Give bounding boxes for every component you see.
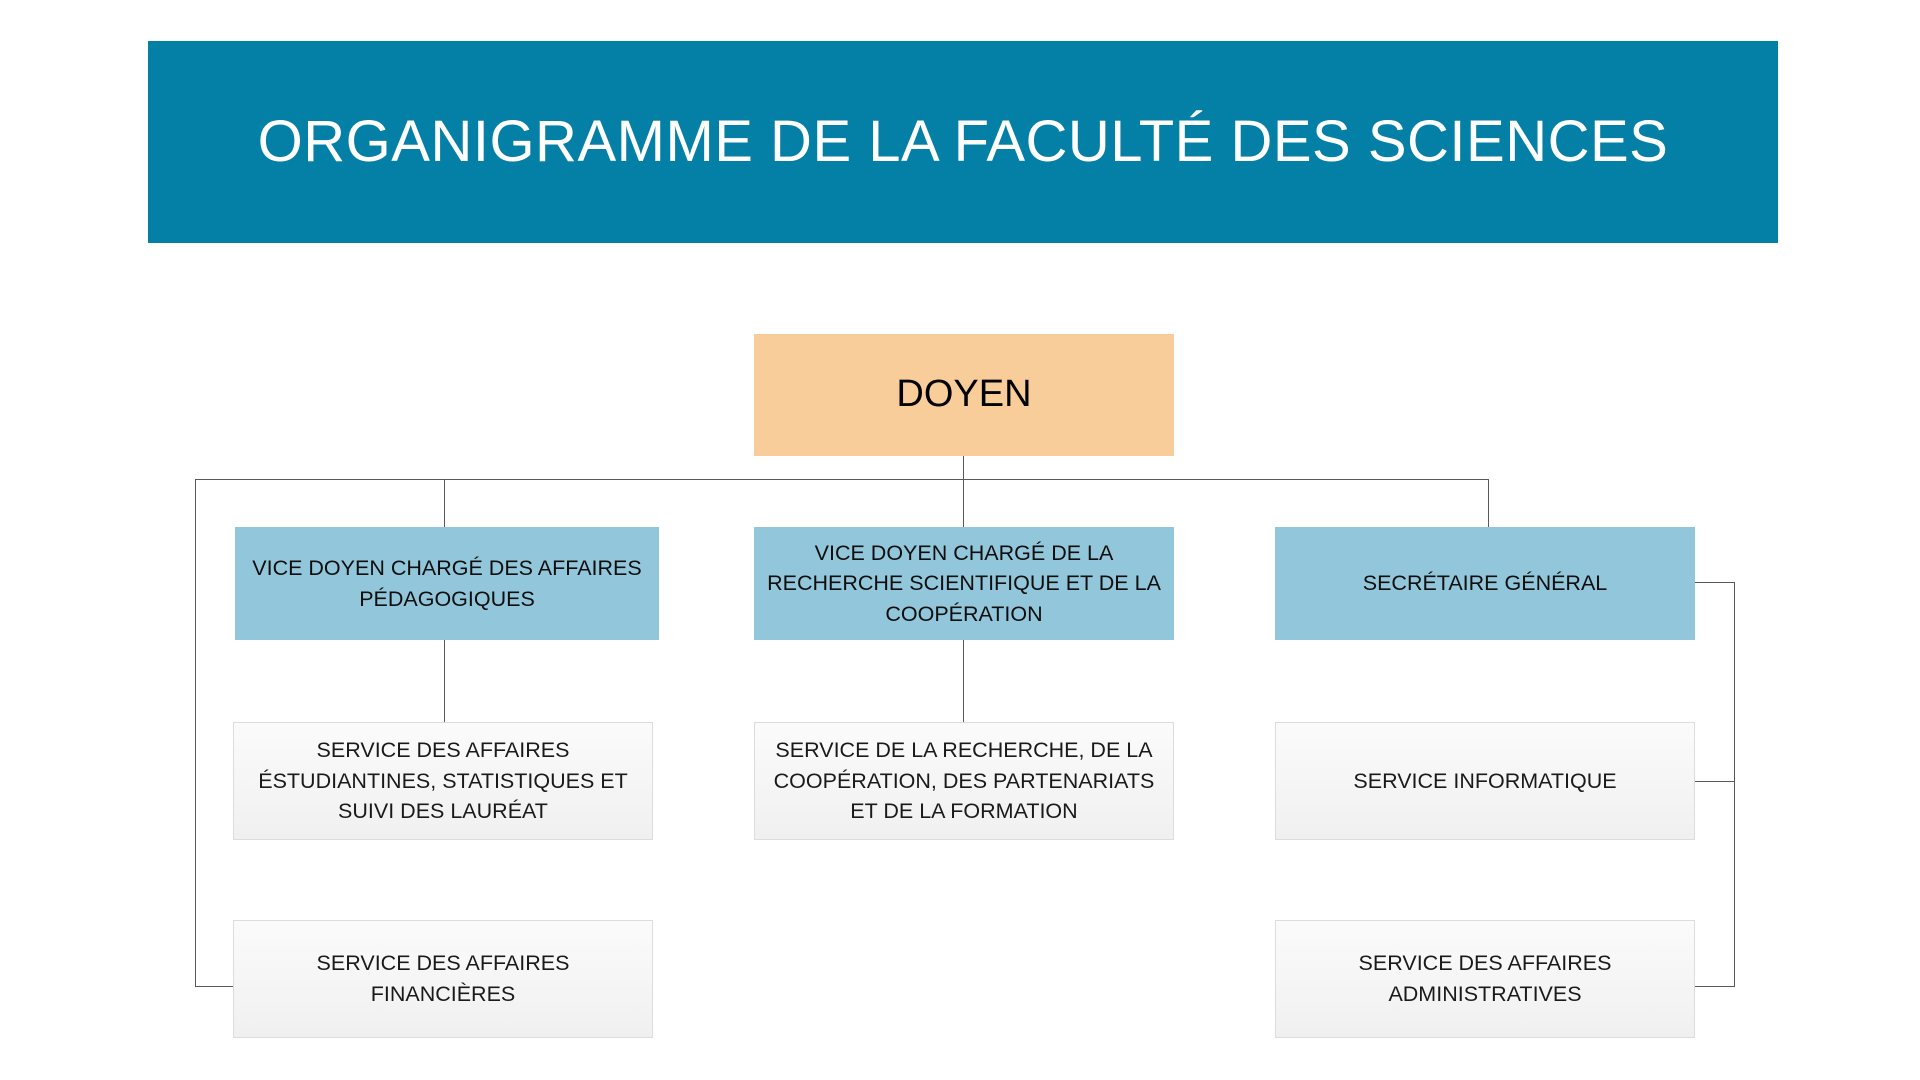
connector-vice-recherche-to-service	[963, 640, 964, 722]
node-service-informatique-label: SERVICE INFORMATIQUE	[1353, 768, 1617, 793]
connector-right-to-administratives	[1695, 986, 1735, 987]
connector-right-spine	[1734, 582, 1735, 987]
node-service-informatique[interactable]	[1275, 722, 1695, 840]
node-service-administratives[interactable]	[1275, 920, 1695, 1038]
node-vice-doyen-pedagogiques[interactable]	[235, 527, 659, 640]
connector-left-to-financieres	[195, 986, 233, 987]
connector-vice-pedagogiques-to-service	[444, 640, 445, 722]
node-service-recherche[interactable]	[754, 722, 1174, 840]
node-secretaire-general[interactable]	[1275, 527, 1695, 640]
node-vice-doyen-recherche[interactable]	[754, 527, 1174, 640]
page-title	[148, 41, 1778, 243]
node-service-recherche-label: SERVICE DE LA RECHERCHE, DE LA COOPÉRATION, DES PARTENARIATS ET DE LA FORMATION	[773, 738, 1155, 824]
connector-main-bus	[195, 479, 1488, 480]
connector-to-vice-pedagogiques	[444, 479, 445, 527]
node-vice-doyen-recherche-label: VICE DOYEN CHARGÉ DE LA RECHERCHE SCIENTIFIQUE ET DE LA COOPÉRATION	[767, 540, 1161, 626]
connector-right-to-informatique	[1695, 781, 1735, 782]
node-service-financieres-label: SERVICE DES AFFAIRES FINANCIÈRES	[316, 951, 570, 1006]
node-doyen[interactable]	[754, 334, 1174, 456]
node-service-financieres[interactable]	[233, 920, 653, 1038]
connector-to-vice-recherche	[963, 479, 964, 527]
node-secretaire-general-label: SECRÉTAIRE GÉNÉRAL	[1362, 571, 1608, 596]
node-vice-doyen-pedagogiques-label: VICE DOYEN CHARGÉ DES AFFAIRES PÉDAGOGIQUES	[252, 555, 642, 611]
node-service-administratives-label: SERVICE DES AFFAIRES ADMINISTRATIVES	[1358, 951, 1612, 1006]
connector-left-spine	[195, 479, 196, 987]
node-service-estudiantines[interactable]	[233, 722, 653, 840]
node-service-estudiantines-label: SERVICE DES AFFAIRES ÉSTUDIANTINES, STATISTIQUES ET SUIVI DES LAURÉAT	[258, 738, 628, 824]
node-doyen-label: DOYEN	[896, 373, 1032, 416]
page-title-text: ORGANIGRAMME DE LA FACULTÉ DES SCIENCES	[257, 108, 1669, 174]
connector-to-secretaire-general	[1488, 479, 1489, 527]
connector-sg-right-stub	[1695, 582, 1735, 583]
